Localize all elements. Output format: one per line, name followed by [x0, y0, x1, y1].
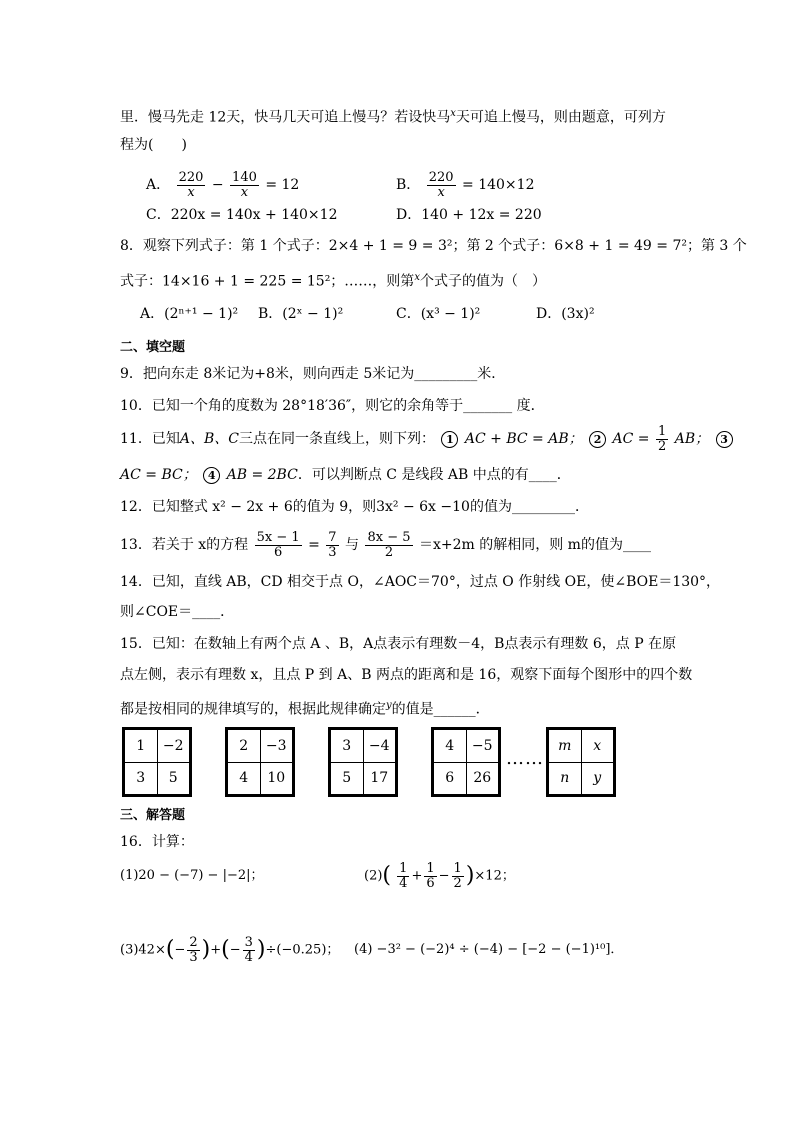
- q10: 10．已知一个角的度数为 28°18′36″，则它的余角等于_______ 度．: [120, 398, 545, 414]
- q15-line3: 都是按相同的规律填写的，根据此规律确定$^y$的值是______．: [120, 700, 490, 718]
- q8-option-c[interactable]: C．(x³ − 1)²: [396, 306, 481, 322]
- q8-option-a[interactable]: A．(2ⁿ⁺¹ − 1)²: [140, 306, 239, 322]
- q7-option-a[interactable]: A． $\frac{220}{x}$ − $\frac{140}{x}$ = 12: [146, 169, 300, 200]
- number-grid-2: 2 −3 4 10: [225, 727, 295, 797]
- circled-number-3: 3: [716, 431, 733, 448]
- q7-option-d[interactable]: D．140 + 12x = 220: [396, 207, 542, 223]
- number-grid-variable: m x n y: [546, 727, 616, 797]
- circled-number-4: 4: [203, 467, 220, 484]
- q16-part3: (3)42×(− $\frac{2}{3}$ )+(− $\frac{3}{4}$ )÷(−0.25)；: [120, 934, 340, 965]
- section-answer-heading: 三、解答题: [120, 808, 186, 823]
- q15-line2: 点左侧，表示有理数 x，且点 P 到 A、B 两点的距离和是 16，观察下面每个图形中的四个数: [120, 667, 693, 683]
- q11-line1: 11．已知A、B、C三点在同一条直线上，则下列： 1 AC + BC = AB； 2 AC = $\frac{1}{2}$ AB； 3: [120, 424, 735, 454]
- q16-part2: (2)( $\frac{1}{4}$ + $\frac{1}{6}$ − $\frac{1}{2}$ )×12；: [364, 860, 515, 891]
- q16-part4: (4) −3² − (−2)⁴ ÷ (−4) − [−2 − (−1)¹⁰]．: [354, 942, 624, 957]
- q12: 12．已知整式 x² − 2x + 6的值为 9，则3x² − 6x −10的值为_________．: [120, 499, 589, 515]
- q7-line2: 程为( ): [120, 137, 187, 153]
- q7-option-b[interactable]: B． $\frac{220}{x}$ = 140×12: [396, 169, 535, 200]
- q11-line2: AC = BC； 4 AB = 2BC．可以判断点 C 是线段 AB 中点的有____．: [120, 467, 571, 483]
- q8-line2: 式子：14×16 + 1 = 225 = 15²；……，则第$^x$个式子的值为（ ）: [120, 272, 546, 290]
- ellipsis: ……: [506, 748, 544, 769]
- q16-title: 16．计算：: [120, 834, 194, 850]
- circled-number-1: 1: [441, 431, 458, 448]
- q15-line1: 15．已知：在数轴上有两个点 A 、B，A点表示有理数－4，B点表示有理数 6，点 P 在原: [120, 636, 677, 652]
- q14-line1: 14．已知，直线 AB，CD 相交于点 O，∠AOC＝70°，过点 O 作射线 OE，使∠BOE＝130°，: [120, 574, 721, 590]
- q7-line1: 里．慢马先走 12天，快马几天可追上慢马？若设快马$^x$天可追上慢马，则由题意，可列方: [120, 108, 666, 126]
- q8-option-d[interactable]: D．(3x)²: [536, 306, 595, 322]
- q13: 13．若关于 x的方程 $\frac{5x - 1}{6}$ = $\frac{7}{3}$ 与 $\frac{8x - 5}{2}$ ＝x+2m 的解相同，则 m的值为____: [120, 529, 651, 560]
- number-grid-4: 4 −5 6 26: [431, 727, 501, 797]
- section-fill-in-heading: 二、填空题: [120, 340, 186, 355]
- q9: 9．把向东走 8米记为+8米，则向西走 5米记为_________米．: [120, 366, 506, 382]
- number-grid-1: 1 −2 3 5: [122, 727, 192, 797]
- q7-option-c[interactable]: C．220x = 140x + 140×12: [146, 207, 338, 223]
- circled-number-2: 2: [589, 431, 606, 448]
- q8-line1: 8．观察下列式子：第 1 个式子：2×4 + 1 = 9 = 3²；第 2 个式子：6×8 + 1 = 49 = 7²；第 3 个: [120, 238, 747, 254]
- q8-option-b[interactable]: B．(2ˣ − 1)²: [258, 306, 344, 322]
- q16-part1: (1)20 − (−7) − |−2|；: [120, 868, 264, 883]
- number-grid-3: 3 −4 5 17: [328, 727, 398, 797]
- q14-line2: 则∠COE＝____．: [120, 604, 235, 620]
